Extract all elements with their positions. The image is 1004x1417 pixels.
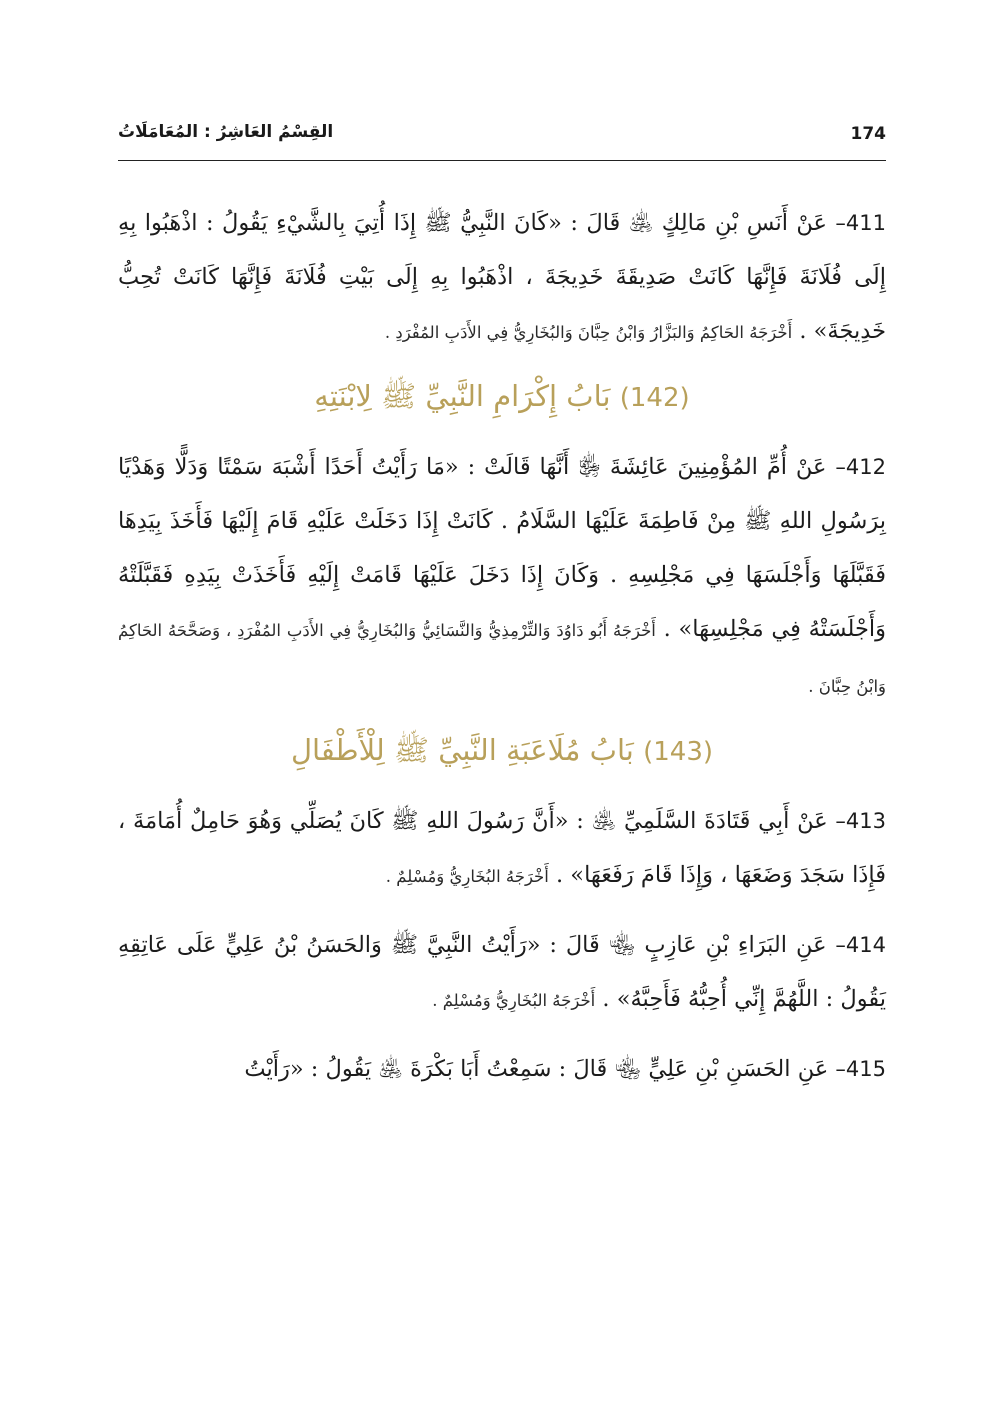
page-header	[118, 116, 886, 161]
chapter-title: بَابُ مُلَاعَبَةِ النَّبِيِّ ﷺ لِلْأَطْفَالِ	[290, 733, 634, 767]
hadith-text: عَنْ أَبِي قَتَادَةَ السَّلَمِيِّ ﵁ : «أَنَّ رَسُولَ اللهِ ﷺ كَانَ يُصَلِّي وَهُوَ حَامِلٌ أُمَامَةَ ، فَإِذَا سَجَدَ وَضَعَهَا ، وَإِذَا قَامَ رَفَعَهَا» .	[118, 808, 886, 888]
hadith-text: عَنِ البَرَاءِ بْنِ عَازِبٍ ﵄ قَالَ : «رَأَيْتُ النَّبِيَّ ﷺ وَالحَسَنُ بْنُ عَلِيٍّ عَلَى عَاتِقِهِ يَقُولُ : اللَّهُمَّ إِنِّي أُحِبُّهُ فَأَحِبَّهُ» .	[118, 932, 886, 1012]
chapter-heading-143	[118, 730, 886, 772]
hadith-source: أَخْرَجَهُ البُخَارِيُّ وَمُسْلِمٌ .	[385, 867, 549, 886]
hadith-413	[118, 794, 886, 904]
hadith-text: عَنِ الحَسَنِ بْنِ عَلِيٍّ ﵄ قَالَ : سَمِعْتُ أَبَا بَكْرَةَ ﵁ يَقُولُ : «رَأَيْتُ	[244, 1056, 829, 1082]
hadith-414	[118, 918, 886, 1028]
page-number: 174	[850, 124, 886, 144]
hadith-415	[118, 1042, 886, 1096]
section-title: القِسْمُ العَاشِرُ : المُعَامَلَاتُ	[118, 122, 334, 142]
hadith-text: عَنْ أُمِّ المُؤْمِنِينَ عَائِشَةَ ﵂ أَنَّهَا قَالَتْ : «مَا رَأَيْتُ أَحَدًا أَشْبَهَ سَمْتًا وَدَلًّا وَهَدْيًا بِرَسُولِ اللهِ ﷺ مِنْ فَاطِمَةَ عَلَيْهَا السَّلَامُ . كَانَتْ إِذَا دَخَلَتْ عَلَيْهِ قَامَ إِلَيْهَا فَأَخَذَ بِيَدِهَا فَقَبَّلَهَا وَأَجْلَسَهَا فِي مَجْلِسِهِ . وَكَانَ إِذَا دَخَلَ عَلَيْهَا قَامَتْ إِلَيْهِ فَأَخَذَتْ بِيَدِهِ فَقَبَّلَتْهُ وَأَجْلَسَتْهُ فِي مَجْلِسِهَا» .	[118, 454, 887, 642]
hadith-number: 414–	[835, 933, 886, 957]
hadith-source: أَخْرَجَهُ البُخَارِيُّ وَمُسْلِمٌ .	[432, 991, 596, 1010]
hadith-source: أَخْرَجَهُ أَبُو دَاوُدَ وَالتِّرْمِذِيُّ وَالنَّسَائِيُّ وَالبُخَارِيُّ فِي الأَدَبِ المُفْرَدِ ، وَصَحَّحَهُ الحَاكِمُ وَابْنُ حِبَّانَ .	[118, 621, 886, 696]
book-page	[118, 0, 886, 1417]
chapter-number: (142)	[619, 383, 690, 413]
hadith-411	[118, 196, 886, 360]
chapter-number: (143)	[643, 737, 714, 767]
hadith-number: 412–	[835, 455, 887, 479]
chapter-title: بَابُ إِكْرَامِ النَّبِيِّ ﷺ لِابْنَتِهِ	[314, 379, 611, 413]
hadith-412	[118, 440, 886, 714]
page-content	[118, 196, 886, 1110]
hadith-number: 411–	[835, 211, 886, 235]
hadith-number: 413–	[835, 809, 886, 833]
chapter-heading-142	[118, 376, 886, 418]
hadith-number: 415–	[835, 1057, 886, 1081]
hadith-text: عَنْ أَنَسِ بْنِ مَالِكٍ ﵁ قَالَ : «كَانَ النَّبِيُّ ﷺ إِذَا أُتِيَ بِالشَّيْءِ يَقُولُ : اذْهَبُوا بِهِ إِلَى فُلَانَةَ فَإِنَّهَا كَانَتْ صَدِيقَةَ خَدِيجَةَ ، اذْهَبُوا بِهِ إِلَى بَيْتِ فُلَانَةَ فَإِنَّهَا كَانَتْ تُحِبُّ خَدِيجَةَ» .	[118, 210, 886, 344]
hadith-source: أَخْرَجَهُ الحَاكِمُ وَالبَزَّارُ وَابْنُ حِبَّانَ وَالبُخَارِيُّ فِي الأَدَبِ المُفْرَدِ .	[384, 323, 793, 342]
